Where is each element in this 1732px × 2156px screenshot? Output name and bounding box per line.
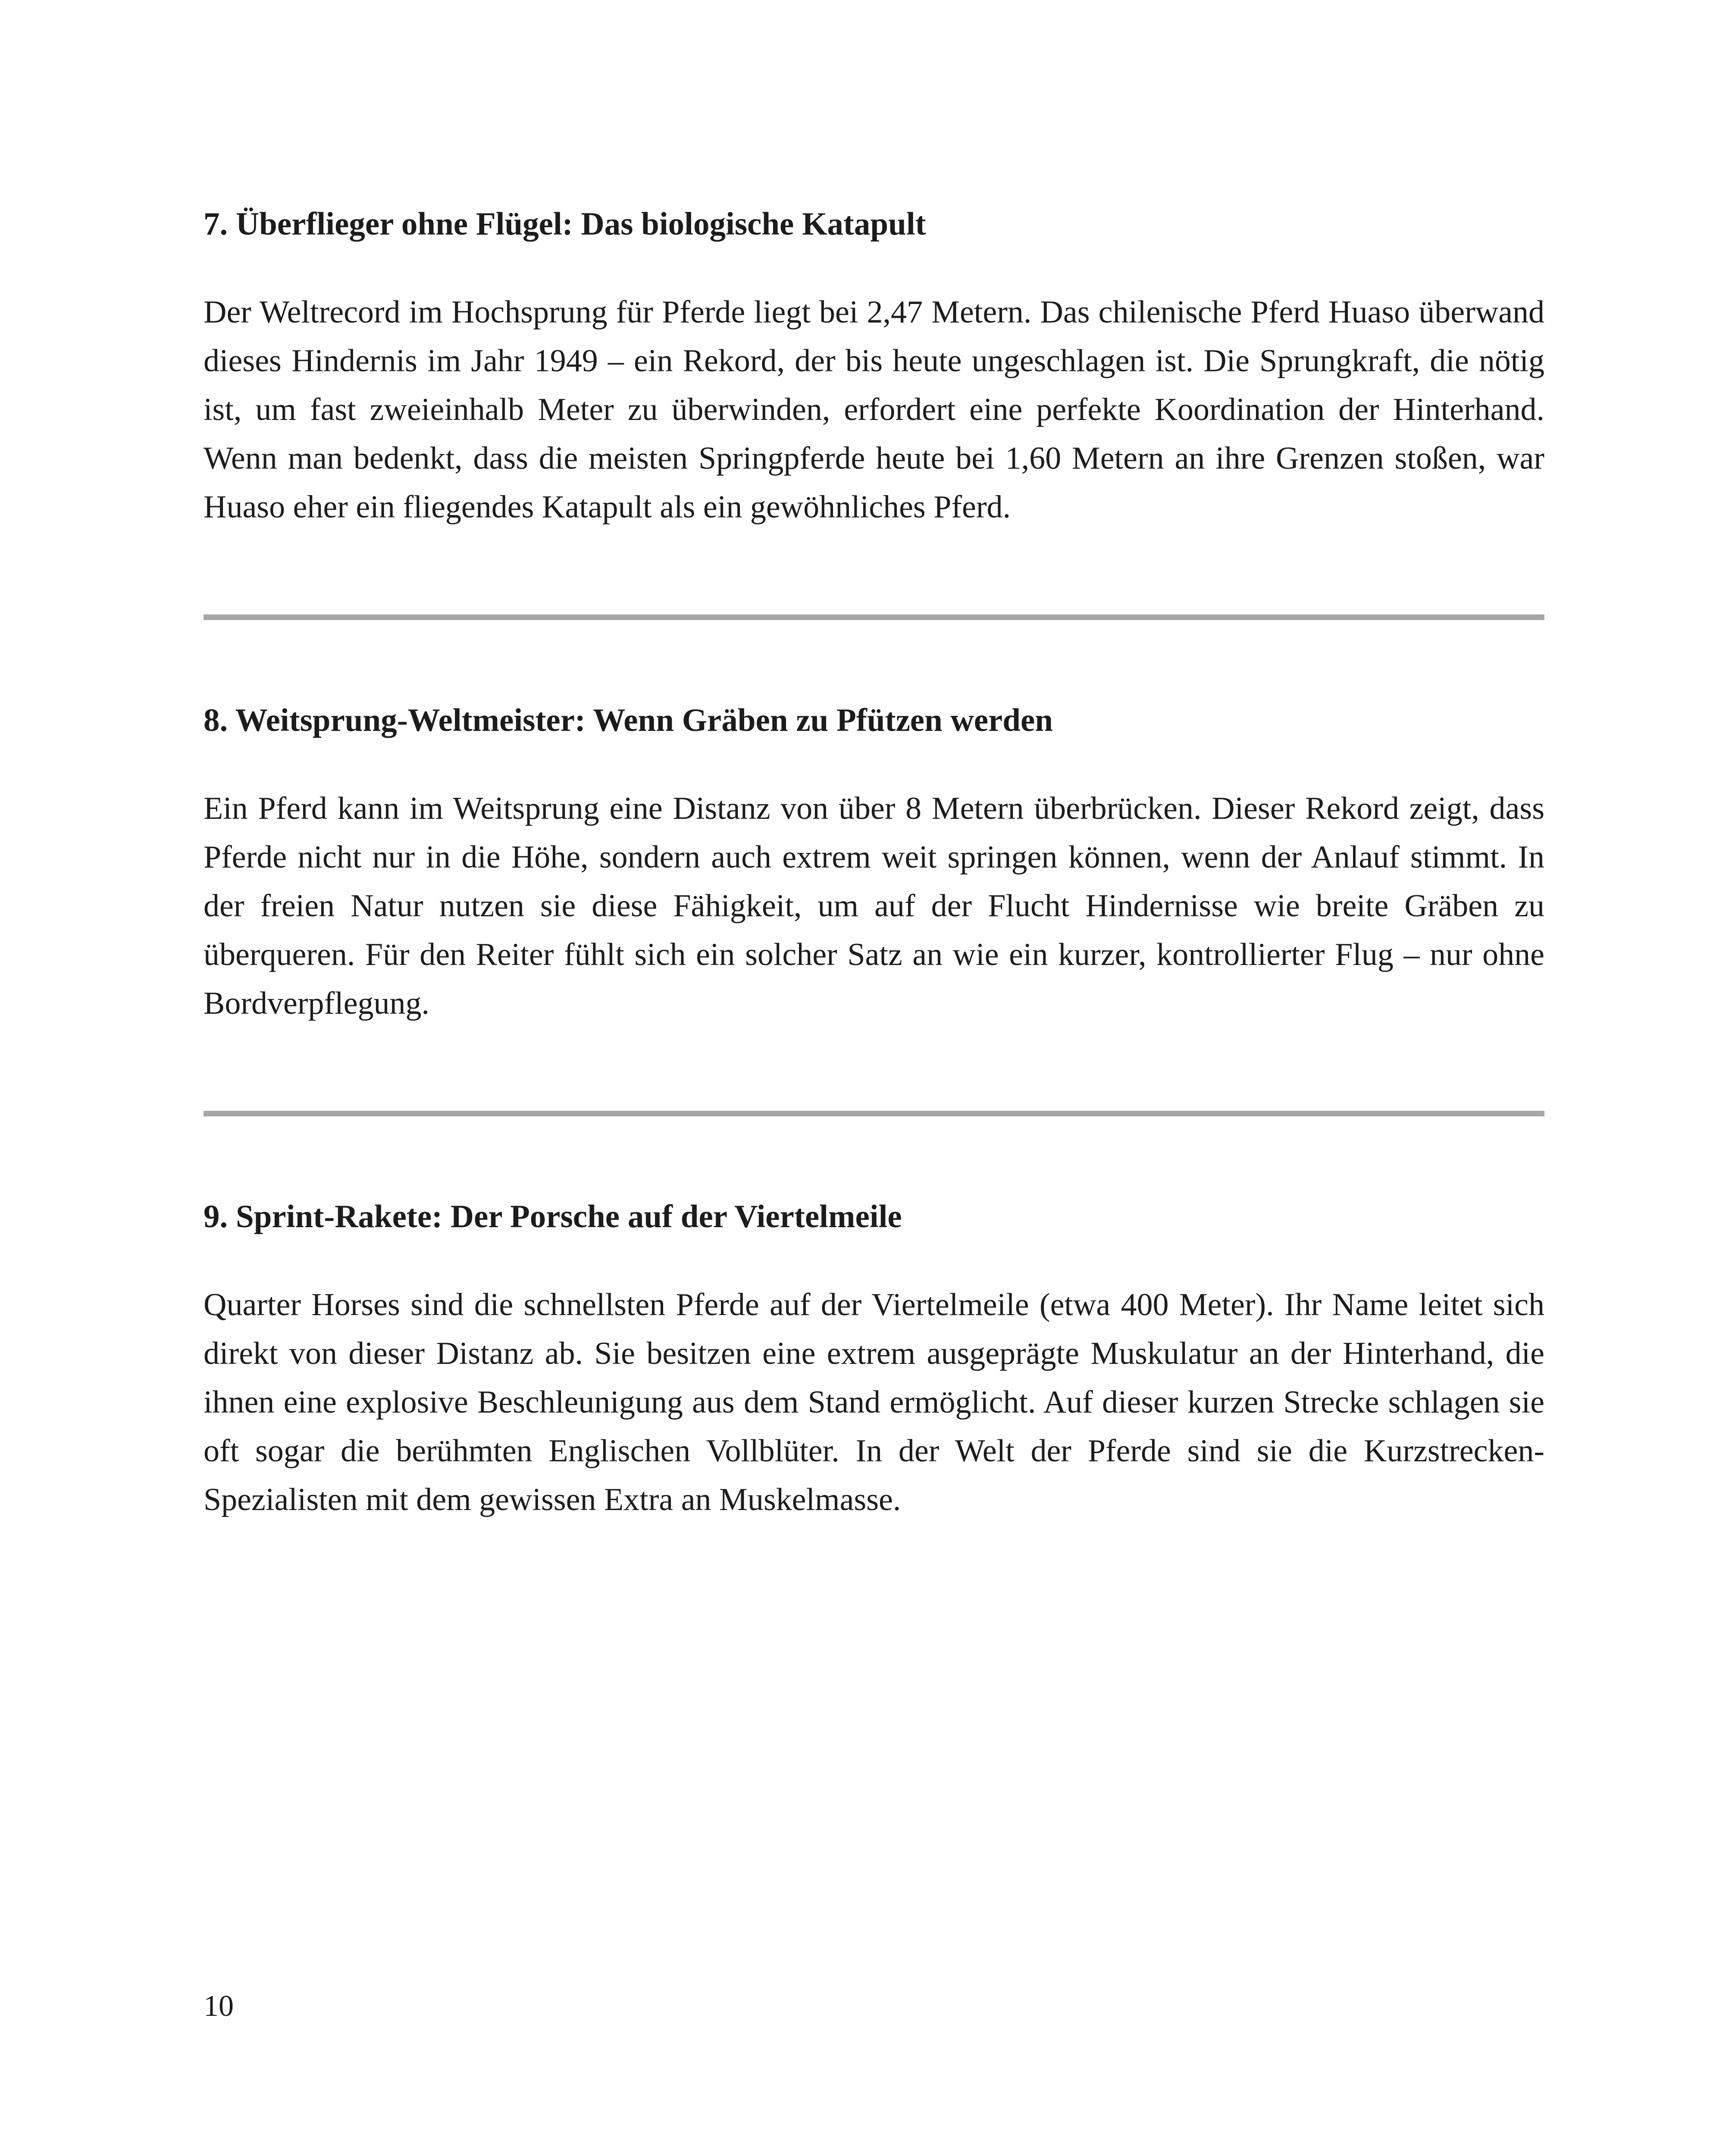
section-7 <box>204 203 1544 532</box>
page-content <box>204 203 1544 1524</box>
section-divider <box>204 1111 1544 1116</box>
section-paragraph: Ein Pferd kann im Weitsprung eine Distanz von über 8 Metern überbrücken. Dieser Rekord zeigt, dass Pferde nicht nur in die Höhe, sondern auch extrem weit springen können, wenn der Anlauf stimmt. In der freien Natur nutzen sie diese Fähigkeit, um auf der Flucht Hindernisse wie breite Gräben zu überqueren. Für den Reiter fühlt sich ein solcher Satz an wie ein kurzer, kontrollierter Flug – nur ohne Bordverpflegung. <box>204 791 1544 1021</box>
section-divider <box>204 614 1544 620</box>
section-heading: 8. Weitsprung-Weltmeister: Wenn Gräben zu Pfützen werden <box>204 702 1053 738</box>
section-8 <box>204 699 1544 1028</box>
section-9 <box>204 1195 1544 1524</box>
page-number: 10 <box>204 1990 234 2023</box>
section-paragraph: Quarter Horses sind die schnellsten Pferde auf der Viertelmeile (etwa 400 Meter). Ihr Name leitet sich direkt von dieser Distanz ab. Sie besitzen eine extrem ausgeprägte Muskulatur an der Hinterhand, die ihnen eine explosive Beschleunigung aus dem Stand ermöglicht. Auf dieser kurzen Strecke schlagen sie oft sogar die berühmten Englischen Vollblüter. In der Welt der Pferde sind sie die Kurzstrecken-Spezialisten mit dem gewissen Extra an Muskelmasse. <box>204 1287 1544 1517</box>
section-heading: 9. Sprint-Rakete: Der Porsche auf der Viertelmeile <box>204 1199 902 1235</box>
section-heading: 7. Überflieger ohne Flügel: Das biologische Katapult <box>204 206 926 242</box>
section-paragraph: Der Weltrecord im Hochsprung für Pferde liegt bei 2,47 Metern. Das chilenische Pferd Huaso überwand dieses Hindernis im Jahr 1949 – ein Rekord, der bis heute ungeschlagen ist. Die Sprungkraft, die nötig ist, um fast zweieinhalb Meter zu überwinden, erfordert eine perfekte Koordination der Hinterhand. Wenn man bedenkt, dass die meisten Springpferde heute bei 1,60 Metern an ihre Grenzen stoßen, war Huaso eher ein fliegendes Katapult als ein gewöhnliches Pferd. <box>204 295 1544 525</box>
